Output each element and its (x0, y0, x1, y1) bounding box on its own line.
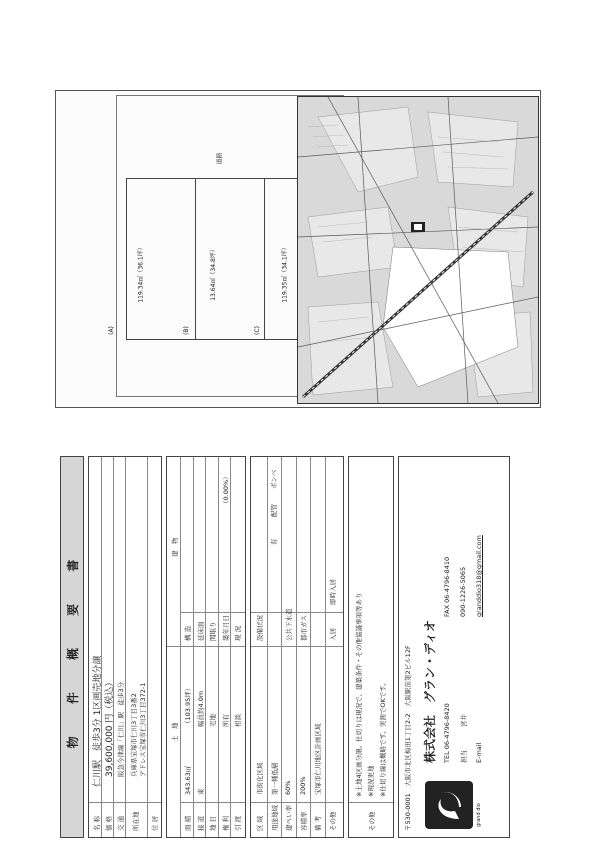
property-name: 仁川駅 徒歩3分 1区画売地分譲 (93, 655, 103, 787)
company-logo (425, 781, 473, 829)
label-name: 名 称 (93, 815, 101, 831)
logo-text: grand dio (476, 803, 482, 827)
property-summary-sheet (60, 458, 530, 838)
label-price: 価 格 (105, 815, 113, 831)
land-row-label: 権 利 (221, 815, 230, 831)
zoning-row-value: 即時入居 (328, 579, 337, 605)
land-row-value: （103.95坪） (184, 684, 192, 727)
note-line: ※現況更地 (367, 765, 375, 797)
property-price: 39,600,000 円（税込） (105, 677, 115, 777)
notes-box (348, 456, 394, 838)
company-fax: FAX 06-4796-8410 (443, 556, 451, 617)
staff-mobile: 090-1226-5065 (459, 566, 467, 617)
building-row-label: 間取り (209, 621, 217, 641)
note-line: ※仕切り線は概略です。実測でOKです。 (379, 679, 387, 797)
building-row-label: 築年月日 (221, 615, 230, 641)
plan-label-a: (A) (107, 326, 115, 335)
plan-area-b: 13.64㎡（34.8坪） (209, 246, 217, 301)
company-name: 株式会社 グラン・ディオ (423, 619, 437, 763)
property-address-2: アドレス宝塚市仁川3丁目372-1 (139, 682, 147, 777)
map-image (298, 97, 538, 403)
equipment-value: 有 (270, 538, 278, 545)
zoning-row-label: 備 考 (314, 815, 322, 831)
overview-table (88, 456, 162, 838)
zoning-row-value: 市街化区域 (256, 762, 264, 795)
label-access: 交 通 (117, 815, 125, 831)
sheet-title: 物 件 概 要 書 (60, 456, 84, 838)
plan-area-a: 119.34㎡（36.1坪） (137, 244, 145, 303)
property-access: 阪急今津線「仁川」駅 徒歩3分 (117, 681, 125, 777)
land-row-value: 幅員約4.0m (196, 690, 205, 727)
label-address: 所在地 (132, 811, 140, 831)
zoning-row-value: 60% (284, 780, 292, 795)
land-row-label: 地 目 (209, 815, 217, 831)
land-row-label: 接 道 (196, 815, 205, 831)
plan-label-c: (C) (253, 326, 261, 335)
company-address: 〒530-0001 大阪市北区梅田1丁目2-2 大阪駅前第2ビル12F (404, 645, 412, 831)
logo-mark-icon (425, 781, 473, 829)
equipment-value: ボンベ (270, 469, 278, 489)
land-row-label: 面 積 (184, 815, 192, 831)
zoning-table (250, 456, 344, 838)
building-row-value: （0.00%） (221, 473, 230, 507)
building-row-label: 構 造 (184, 625, 192, 641)
equipment-value: 配管 (270, 504, 278, 517)
zoning-row-label: 容積率 (299, 811, 308, 831)
land-row-value: 所有 (221, 714, 230, 727)
zoning-row-value: 200% (298, 776, 307, 795)
building-row-label: 延床面 (196, 621, 205, 641)
property-address: 兵庫県宝塚市仁川3丁目3番2 (130, 693, 138, 777)
plan-divider (195, 179, 196, 339)
plan-area-c: 119.35㎡（34.1坪） (281, 244, 289, 303)
land-row-value: 343.63㎡ (184, 765, 192, 795)
zoning-row-label: 入居 (328, 628, 337, 641)
land-table (166, 456, 246, 838)
land-section: 土 地 (171, 722, 179, 742)
building-section: 建 物 (171, 537, 179, 557)
plan-side-note: 道路 (216, 152, 224, 165)
email-label: E-mail (475, 742, 483, 763)
building-row-label: 現 況 (234, 625, 242, 641)
zoning-row-label: 用途地域 (270, 805, 279, 831)
email-link[interactable]: granddio318@gmail.com (475, 535, 483, 617)
plan-label-b: (B) (182, 326, 190, 335)
plan-divider (264, 179, 265, 339)
zoning-row-value: 宝塚市仁川地区計画区域 (314, 723, 322, 795)
staff-name: 宮井 (460, 714, 468, 727)
land-row-value: 宅地 (209, 714, 217, 727)
land-row-value: 相談 (234, 714, 242, 727)
staff-label: 担当 (460, 750, 468, 763)
zoning-row-label: 建ぺい率 (285, 805, 293, 831)
zoning-row-label: 設備状況 (256, 615, 264, 641)
location-map (297, 96, 539, 404)
zoning-row-label: その他 (328, 811, 337, 831)
land-row-label: 引 渡 (234, 815, 242, 831)
company-tel: TEL 06-4796-8420 (443, 703, 451, 763)
zoning-row-label: 区 域 (256, 815, 264, 831)
zoning-row-label: 都市ガス (299, 615, 308, 641)
company-footer (398, 456, 510, 838)
zoning-row-value: 第一種低層 (270, 762, 279, 795)
zoning-row-label: 公共下水道 (285, 608, 293, 641)
upper-scanned-page (55, 90, 541, 408)
land-row-value: 東 (196, 788, 205, 795)
notes-label: その他 (368, 811, 376, 831)
label-residence: 住 居 (151, 815, 159, 831)
note-line: ※土地4区画分譲。仕切りは現況で、建築条件・その他協議事項等あり (355, 592, 363, 797)
